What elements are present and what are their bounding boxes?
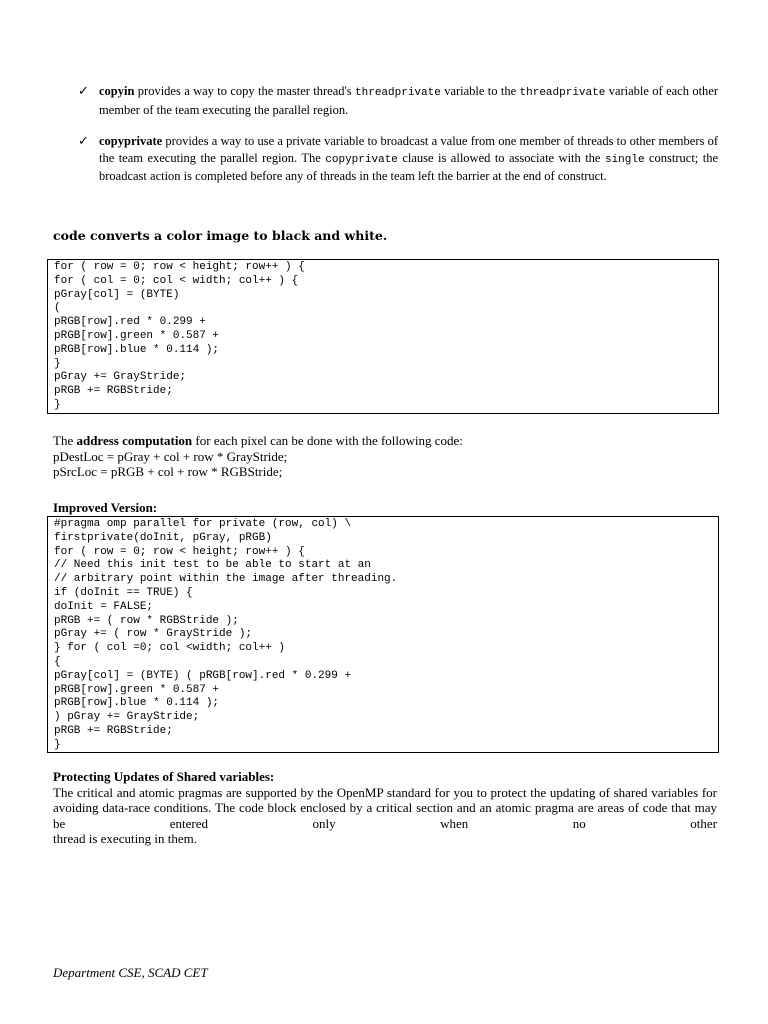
code-line: pRGB[row].green * 0.587 +: [54, 329, 220, 342]
code-line: pGray[col] = (BYTE) ( pRGB[row].red * 0.299 +: [54, 669, 352, 682]
section-heading-convert: code converts a color image to black and white.: [53, 228, 388, 243]
bullet-segment: construct; the broadcast action is completed before any of threads in the team left the barrier at the end of construct.: [99, 150, 718, 183]
address-line-dest: pDestLoc = pGray + col + row * GrayStride;: [53, 448, 288, 464]
code-line: #pragma omp parallel for private (row, col) \: [54, 518, 352, 530]
code-line: pGray += GrayStride;: [54, 371, 187, 384]
protect-heading: Protecting Updates of Shared variables:: [53, 769, 275, 784]
code-line: pRGB += RGBStride;: [54, 724, 173, 737]
bullet-text: [99, 83, 718, 118]
address-suffix: for each pixel can be done with the following code:: [192, 433, 463, 448]
code-line: for ( col = 0; col < width; col++ ) {: [54, 274, 299, 287]
code-line: }: [54, 738, 61, 751]
bullet-term: copyin: [99, 84, 135, 98]
bullet-term: copyprivate: [99, 134, 163, 148]
address-computation-paragraph: [53, 433, 717, 480]
code-line: (: [54, 302, 61, 315]
address-prefix: The: [53, 433, 77, 448]
code-line: doInit = FALSE;: [54, 600, 154, 613]
code-line: pRGB[row].blue * 0.114 );: [54, 343, 220, 356]
address-bold: address computation: [76, 433, 193, 448]
code-line: pRGB += ( row * RGBStride );: [54, 614, 239, 627]
protect-body: The critical and atomic pragmas are supported by the OpenMP standard for you to protect the updating of shared variables for avoiding data-race conditions. The code block enclosed by a critical section and an atomic pragma are areas of code that may be entered only when no other: [53, 784, 717, 831]
bullet-segment: variable to the: [440, 84, 520, 98]
code-line: }: [54, 398, 61, 411]
code-line: for ( row = 0; row < height; row++ ) {: [54, 261, 305, 273]
protect-section: [53, 769, 717, 847]
code-line: pRGB[row].red * 0.299 +: [54, 316, 206, 329]
protect-last-line: thread is executing in them.: [53, 831, 198, 846]
code-line: {: [54, 655, 61, 668]
page-footer: Department CSE, SCAD CET: [53, 965, 208, 980]
code-line: // Need this init test to be able to start at an: [54, 559, 371, 572]
inline-code: threadprivate: [519, 87, 606, 99]
code-line: if (doInit == TRUE) {: [54, 586, 193, 599]
code-line: firstprivate(doInit, pGray, pRGB): [54, 531, 272, 544]
code-line: pRGB += RGBStride;: [54, 385, 173, 398]
bullet-segment: provides a way to copy the master thread's: [134, 84, 356, 98]
code-line: ) pGray += GrayStride;: [54, 711, 200, 724]
code-line: pGray[col] = (BYTE): [54, 288, 180, 301]
code-block-improved: [47, 516, 719, 753]
bullet-segment: provides a way to use a private variable to broadcast a value from one member of threads to other members of the team executing the parallel region. The: [99, 134, 718, 165]
section-heading-improved: Improved Version:: [53, 500, 158, 515]
code-line: } for ( col =0; col <width; col++ ): [54, 642, 286, 655]
bullet-copyin: [78, 83, 718, 118]
bullet-segment: variable of each other member of the team executing the parallel region.: [99, 84, 719, 117]
code-block-convert: [47, 259, 719, 414]
bullet-segment: clause is allowed to associate with the: [397, 150, 605, 165]
inline-code: single: [604, 153, 645, 166]
bullet-copyprivate: [78, 133, 718, 185]
checkmark-icon: ✓: [78, 133, 89, 148]
code-line: // arbitrary point within the image after threading.: [54, 573, 398, 586]
code-line: }: [54, 357, 61, 370]
inline-code: copyprivate: [325, 153, 398, 166]
address-line-src: pSrcLoc = pRGB + col + row * RGBStride;: [53, 464, 283, 479]
bullet-text: [99, 133, 718, 185]
code-line: for ( row = 0; row < height; row++ ) {: [54, 545, 305, 558]
checkmark-icon: ✓: [78, 83, 89, 98]
inline-code: threadprivate: [355, 87, 441, 99]
code-line: pGray += ( row * GrayStride );: [54, 628, 253, 641]
code-line: pRGB[row].green * 0.587 +: [54, 683, 220, 696]
code-line: pRGB[row].blue * 0.114 );: [54, 697, 220, 710]
